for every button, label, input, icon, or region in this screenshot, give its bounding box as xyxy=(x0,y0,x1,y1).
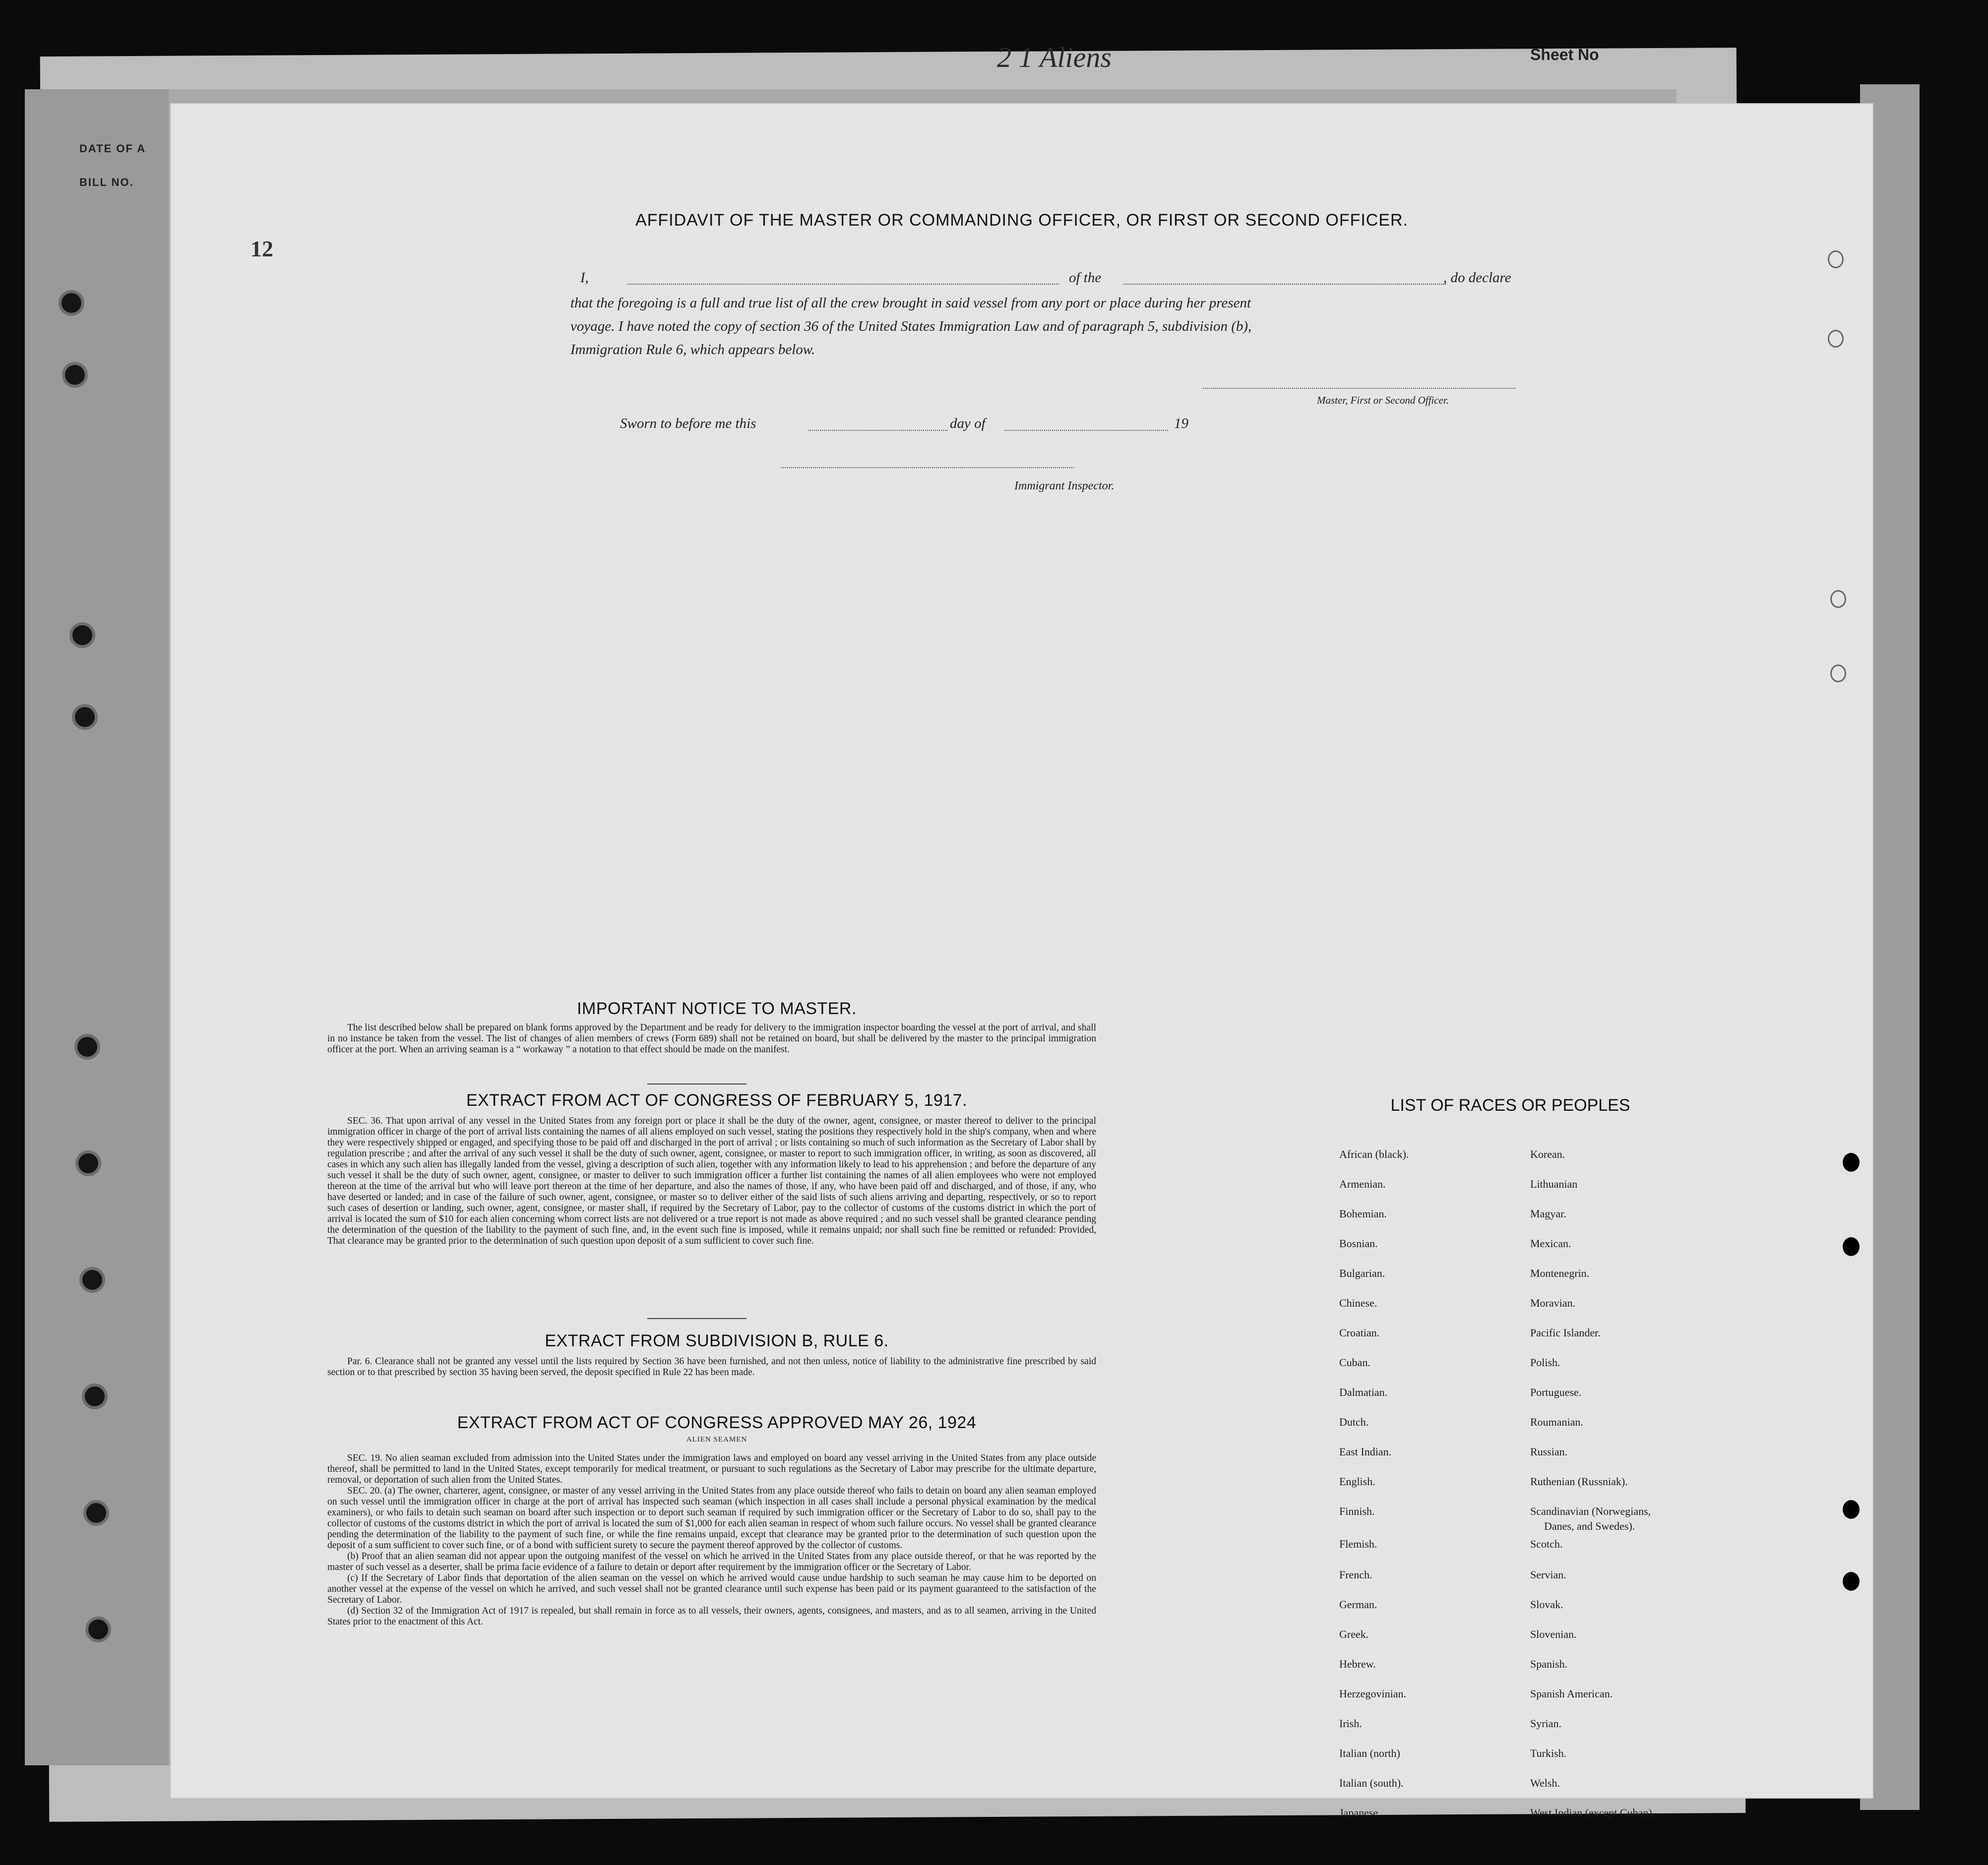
race-item: Polish. xyxy=(1530,1356,1560,1369)
race-item: Flemish. xyxy=(1339,1538,1377,1550)
race-item: African (black). xyxy=(1339,1148,1409,1160)
binder-hole xyxy=(1830,664,1846,682)
race-item: Scotch. xyxy=(1530,1538,1563,1550)
binder-hole xyxy=(1843,1500,1860,1519)
races-left-column xyxy=(1339,1148,1409,1836)
races-right-column xyxy=(1530,1148,1655,1836)
affidavit-declare: , do declare xyxy=(1443,270,1511,286)
race-item: Finnish. xyxy=(1339,1505,1375,1517)
extract-rule6-text xyxy=(327,1356,1096,1378)
race-item: Magyar. xyxy=(1530,1207,1566,1220)
binder-hole xyxy=(72,704,98,730)
race-item: Croatian. xyxy=(1339,1326,1380,1339)
notice-text xyxy=(327,1023,1096,1055)
sec-19-paragraph: SEC. 19. No alien seaman excluded from admission into the United States under the immigration laws and employed on board any vessel arriving in the United States from any place outside thereof, shall be permitted to land in the United States, except temporarily for medical treatment, or pursuant to such regulations as the Secretary of Labor may prescribe for the ultimate departure, removal, or deportation of such alien from the United States. xyxy=(327,1453,1096,1485)
race-item: Portuguese. xyxy=(1530,1386,1582,1398)
race-item: English. xyxy=(1339,1475,1375,1488)
race-item: Italian (south). xyxy=(1339,1777,1404,1789)
side-label-date: DATE OF A xyxy=(79,142,146,155)
race-item: Bulgarian. xyxy=(1339,1267,1385,1279)
extract-rule6-title: EXTRACT FROM SUBDIVISION B, RULE 6. xyxy=(545,1331,889,1350)
binder-hole xyxy=(69,622,95,648)
binder-hole xyxy=(1843,1572,1860,1591)
handwritten-aliens-note: 2 1 Aliens xyxy=(997,41,1112,73)
affidavit-line-2: that the foregoing is a full and true list of all the crew brought in said vessel from any port or place during her present xyxy=(570,295,1251,311)
section-divider xyxy=(647,1083,746,1084)
day-blank xyxy=(808,429,947,431)
race-item: Welsh. xyxy=(1530,1777,1560,1789)
affidavit-line-3: voyage. I have noted the copy of section 36 of the United States Immigration Law and of paragraph 5, subdivision (b), xyxy=(570,318,1252,334)
inspector-blank xyxy=(781,466,1074,468)
race-item: Servian. xyxy=(1530,1568,1566,1581)
race-item: Turkish. xyxy=(1530,1747,1567,1759)
race-item: German. xyxy=(1339,1598,1377,1611)
vessel-blank xyxy=(1123,283,1446,285)
race-item: Russian. xyxy=(1530,1445,1568,1458)
race-item: Syrian. xyxy=(1530,1717,1561,1730)
race-item: Moravian. xyxy=(1530,1297,1576,1309)
race-item: Italian (north) xyxy=(1339,1747,1400,1759)
race-item: Scandinavian (Norwegians, xyxy=(1530,1505,1651,1517)
race-item: Slovak. xyxy=(1530,1598,1563,1611)
name-blank xyxy=(627,283,1059,285)
race-item: Lithuanian xyxy=(1530,1178,1578,1190)
binder-hole xyxy=(83,1500,109,1526)
races-title: LIST OF RACES OR PEOPLES xyxy=(1390,1096,1630,1115)
affidavit-i: I, xyxy=(580,270,589,286)
affidavit-title: AFFIDAVIT OF THE MASTER OR COMMANDING OFFICER, OR FIRST OR SECOND OFFICER. xyxy=(635,211,1409,230)
race-item: Slovenian. xyxy=(1530,1628,1577,1640)
race-item: Spanish. xyxy=(1530,1658,1568,1670)
sheet-number-label: Sheet No xyxy=(1530,46,1599,63)
race-item: Dutch. xyxy=(1339,1416,1369,1428)
race-item: Cuban. xyxy=(1339,1356,1370,1369)
race-item-continued: Danes, and Swedes). xyxy=(1544,1520,1635,1532)
sec-20c-paragraph: (c) If the Secretary of Labor finds that deportation of the alien seaman on the vessel on which he arrived would cause undue hardship to such seaman he may cause him to be deported on another vessel at the expense of the vessel on which he arrived, and such vessel shall not be granted clearance until such expense has been paid or its payment guaranteed to the satisfaction of the Secretary of Labor. xyxy=(327,1573,1096,1605)
page-number: 12 xyxy=(250,236,273,261)
race-item: French. xyxy=(1339,1568,1372,1581)
binder-hole xyxy=(82,1384,108,1409)
race-item: Mexican. xyxy=(1530,1237,1571,1250)
sworn-year: 19 xyxy=(1174,416,1188,431)
binder-hole xyxy=(1828,250,1844,268)
section-divider xyxy=(647,1318,746,1319)
race-item: Chinese. xyxy=(1339,1297,1377,1309)
binder-hole xyxy=(59,290,84,316)
race-item: East Indian. xyxy=(1339,1445,1392,1458)
race-item: Montenegrin. xyxy=(1530,1267,1590,1279)
race-item: Irish. xyxy=(1339,1717,1362,1730)
race-item: Armenian. xyxy=(1339,1178,1386,1190)
race-item: Ruthenian (Russniak). xyxy=(1530,1475,1628,1488)
extract-1917-title: EXTRACT FROM ACT OF CONGRESS OF FEBRUARY 5, 1917. xyxy=(466,1091,968,1110)
binder-hole xyxy=(1843,1153,1860,1172)
sec-20a-paragraph: SEC. 20. (a) The owner, charterer, agent, consignee, or master of any vessel arriving in the United States from any place outside thereof who fails to detain on board any alien seaman employed on such vessel until the immigration officer in charge at the port of arrival has inspected such seaman (which inspection in all cases shall include a personal physical examination by the medical examiners), or who fails to detain such seaman on board after such inspection or to deport such seaman if required by such immigration officer or the Secretary of Labor to do so, shall pay to the collector of customs of the customs district in which the port of arrival is located the sum of $1,000 for each alien seaman in respect of whom such failure occurs. No vessel shall be granted clearance pending the determination of the liability to the payment of such fine, or while the fine remains unpaid, except that clearance may be granted prior to the determination of such question upon the deposit of a sum sufficient to cover such fine, or of a bond with sufficient surety to secure the payment thereof approved by the collector of customs. xyxy=(327,1486,1096,1551)
race-item: Bosnian. xyxy=(1339,1237,1378,1250)
binder-hole xyxy=(1828,330,1844,348)
binder-hole xyxy=(62,362,88,388)
race-item: Pacific Islander. xyxy=(1530,1326,1601,1339)
race-item: Roumanian. xyxy=(1530,1416,1583,1428)
month-blank xyxy=(1004,429,1168,431)
binder-hole xyxy=(75,1150,101,1176)
binder-hole xyxy=(1830,590,1846,608)
notice-title: IMPORTANT NOTICE TO MASTER. xyxy=(577,999,857,1018)
sec-20d-paragraph: (d) Section 32 of the Immigration Act of 1917 is repealed, but shall remain in force as to all vessels, their owners, agents, consignees, and masters, and as to all seamen, arriving in the United States prior to the enactment of this Act. xyxy=(327,1606,1096,1627)
race-item: Spanish American. xyxy=(1530,1687,1613,1700)
affidavit-line-4: Immigration Rule 6, which appears below. xyxy=(570,342,815,358)
binder-hole xyxy=(85,1617,111,1642)
extract-1917-text xyxy=(327,1116,1096,1247)
race-item: Hebrew. xyxy=(1339,1658,1376,1670)
race-item: West Indian (except Cuban). xyxy=(1530,1806,1655,1819)
signature-label: Master, First or Second Officer. xyxy=(1317,394,1449,406)
notice-paragraph: The list described below shall be prepared on blank forms approved by the Department and be ready for delivery to the immigration inspector boarding the vessel at the port of arrival, and shall in no instance be taken from the vessel. The list of changes of alien members of crews (Form 689) shall not be retained on board, but shall be delivered by the master to the principal immigration officer at the port. When an arriving seaman is a “ workaway ” a notation to that effect should be made on the manifest. xyxy=(327,1023,1096,1055)
race-item: Bohemian. xyxy=(1339,1207,1387,1220)
inspector-label: Immigrant Inspector. xyxy=(1014,480,1115,492)
binder-hole xyxy=(74,1034,100,1060)
par-6-paragraph: Par. 6. Clearance shall not be granted any vessel until the lists required by Section 36 have been furnished, and not then unless, notice of liability to the administrative fine prescribed by said section or to that prescribed by section 35 having been served, the deposit specified in Rule 22 has been made. xyxy=(327,1356,1096,1378)
alien-seamen-subtitle: ALIEN SEAMEN xyxy=(686,1436,747,1444)
binder-hole xyxy=(1843,1237,1860,1256)
sworn-day-of: day of xyxy=(950,416,986,431)
affidavit-of-the: of the xyxy=(1069,270,1102,286)
race-item: Dalmatian. xyxy=(1339,1386,1388,1398)
extract-1924-text xyxy=(327,1453,1096,1627)
binder-hole xyxy=(79,1267,105,1293)
side-label-bill: BILL NO. xyxy=(79,176,134,188)
sec-20b-paragraph: (b) Proof that an alien seaman did not appear upon the outgoing manifest of the vessel on which he arrived in the United States from any place outside thereof, or that he was reported by the master of such vessel as a deserter, shall be prima facie evidence of a failure to detain or deport after requirement by the immigration officer or the Secretary of Labor. xyxy=(327,1551,1096,1572)
sworn-prefix: Sworn to before me this xyxy=(620,416,756,431)
signature-blank xyxy=(1203,387,1515,389)
manifest-page xyxy=(171,104,1872,1819)
race-item: Korean. xyxy=(1530,1148,1565,1160)
extract-1924-title: EXTRACT FROM ACT OF CONGRESS APPROVED MAY 26, 1924 xyxy=(457,1413,977,1432)
race-item: Herzegovinian. xyxy=(1339,1687,1406,1700)
section-36-paragraph: SEC. 36. That upon arrival of any vessel in the United States from any foreign port or place it shall be the duty of the owner, agent, consignee, or master thereof to deliver to the principal immigration officer in charge of the port of arrival lists containing the names of all aliens employed on such vessel, stating the positions they respectively hold in the ship's company, when and where they were respectively shipped or engaged, and specifying those to be paid off and discharged in the port of arrival ; or lists containing so much of such information as the Secretary of Labor shall by regulation prescribe ; and after the arrival of any such vessel it shall be the duty of such owner, agent, consignee, or master to report to such immigration officer, in writing, as soon as discovered, all cases in which any such alien has illegally landed from the vessel, giving a description of such alien, together with any information likely to lead to his apprehension ; and before the departure of any such vessel it shall be the duty of such owner, agent, consignee, or master to deliver to such immigration officer a further list containing the names of all alien employees who were not employed thereon at the time of the arrival but who will leave port thereon at the time of her departure, and also the names of those, if any, who have been paid off and discharged, and of those, if any, who have deserted or landed; and in case of the failure of such owner, agent, consignee, or master so to deliver either of the said lists of such aliens arriving and departing, respectively, or so to report such cases of desertion or landing, such owner, agent, consignee, or master shall, if required by the Secretary of Labor, pay to the collector of customs of the customs district in which the port of arrival is located the sum of $10 for each alien concerning whom correct lists are not delivered or a true report is not made as above required ; and no such vessel shall be granted clearance pending the determination of the question of the liability to the payment of such fine, and, in the event such fine is imposed, while it remains unpaid; nor shall such fine be remitted or refunded: Provided, That clearance may be granted prior to the determination of such question upon deposit of a sum sufficient to cover such fine. xyxy=(327,1116,1096,1246)
race-item: Greek. xyxy=(1339,1628,1369,1640)
race-item: Japanese. xyxy=(1339,1806,1381,1819)
